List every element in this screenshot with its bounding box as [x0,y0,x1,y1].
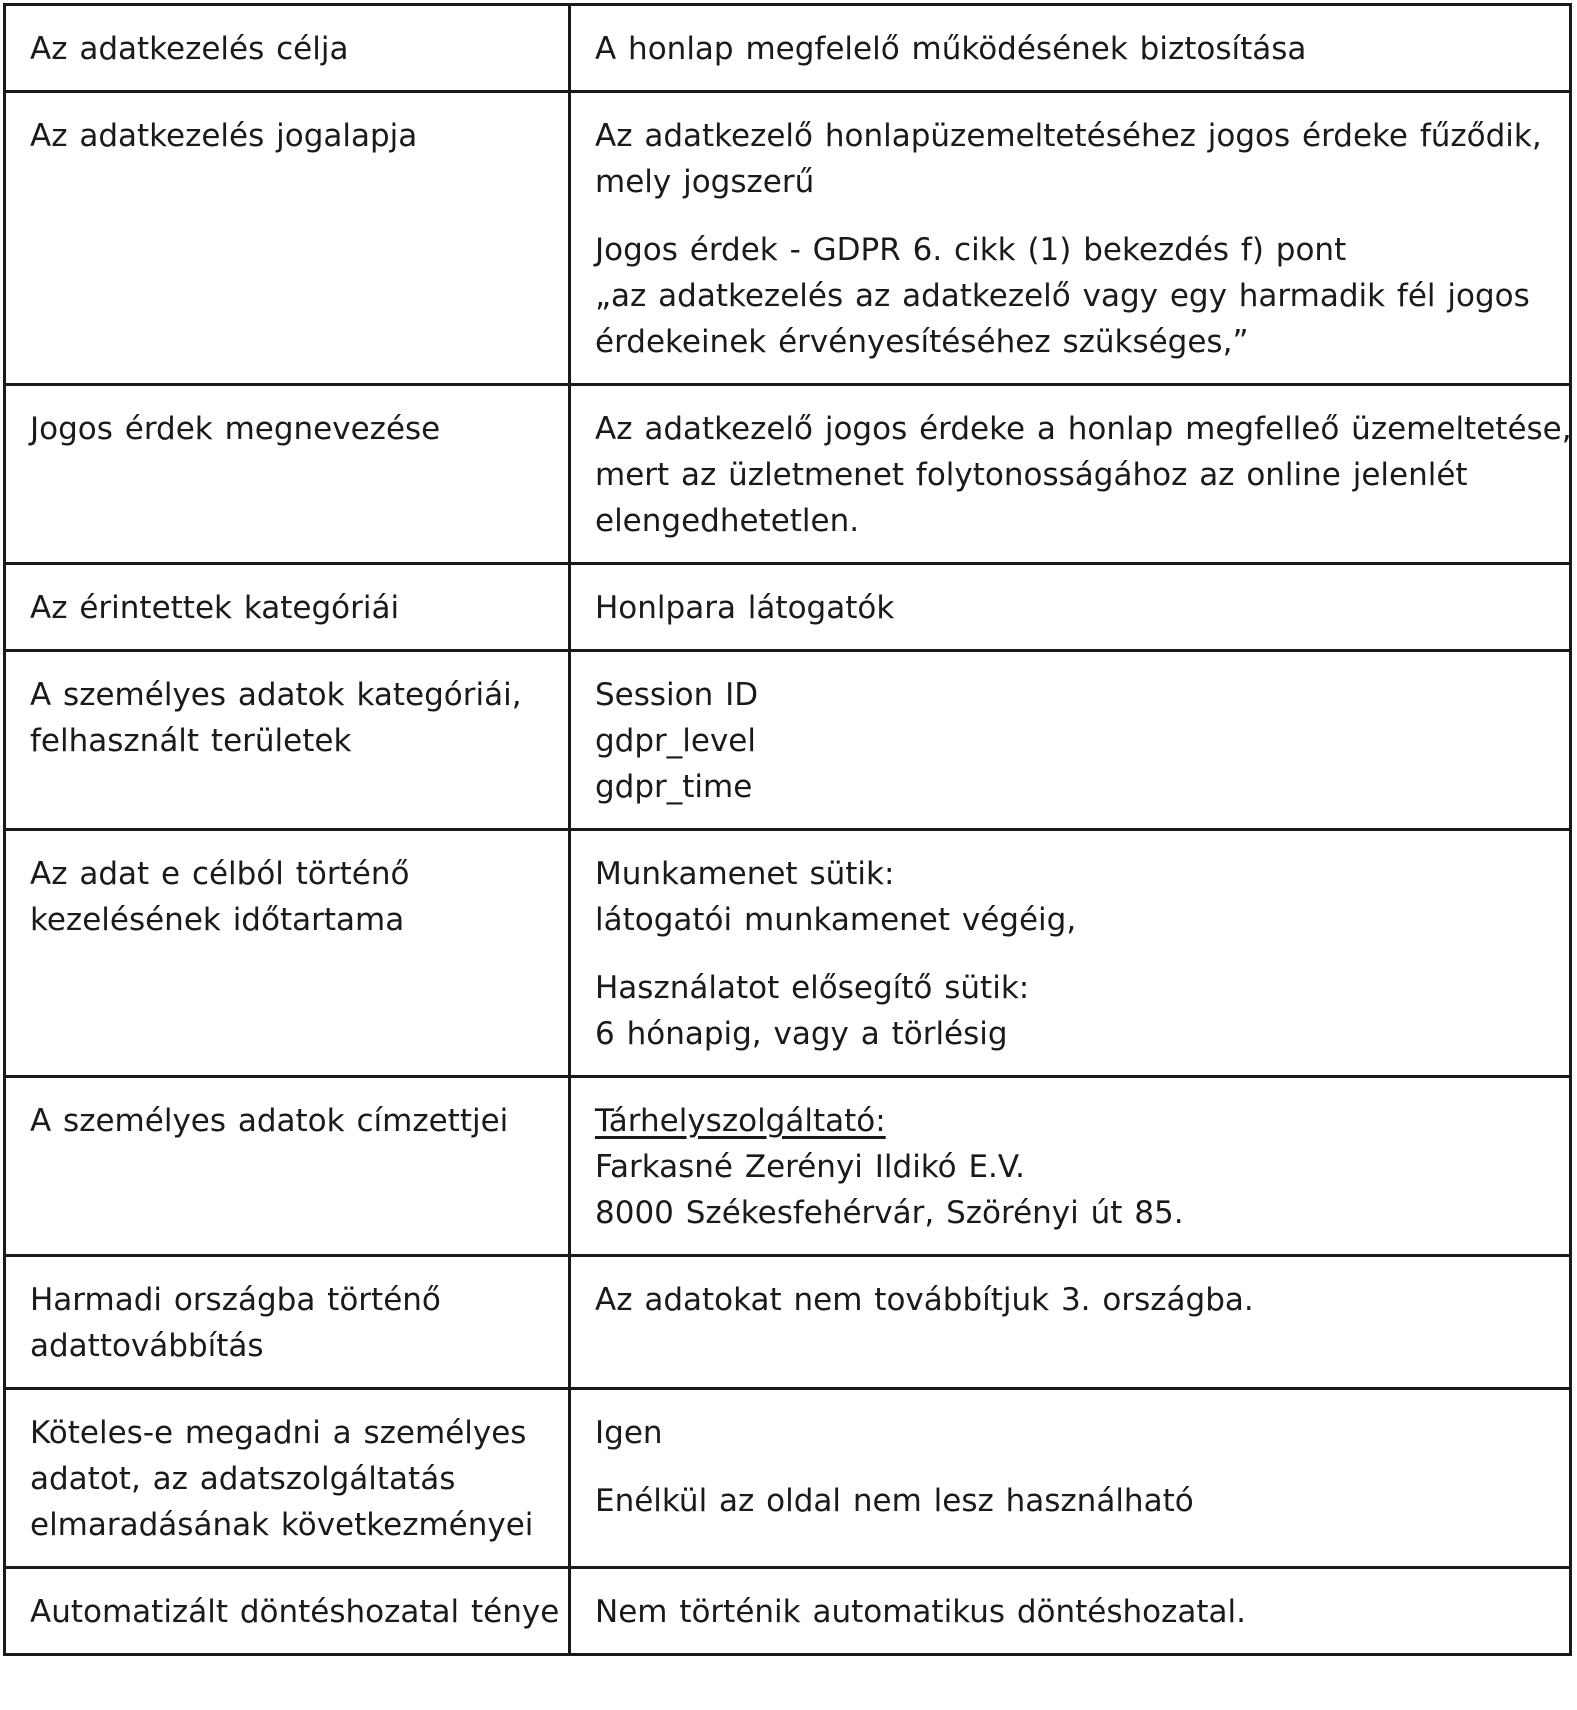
value-paragraph [595,585,1545,631]
row-value-cell [570,1568,1571,1655]
value-line: „az adatkezelés az adatkezelő vagy egy harmadik fél jogos [595,278,1530,314]
row-label-line: A személyes adatok kategóriái, [30,677,522,713]
row-label-line: Az adatkezelés jogalapja [30,118,418,154]
row-label-cell [5,5,570,92]
table-row [5,1389,1571,1568]
value-line: Session ID [595,677,759,713]
value-paragraph [595,1410,1545,1456]
value-paragraph [595,406,1572,544]
value-paragraph [595,672,1545,810]
row-label-cell [5,651,570,830]
value-line: elengedhetetlen. [595,503,860,539]
value-line: gdpr_time [595,769,753,805]
row-label-line: felhasznált területek [30,723,352,759]
value-line: Jogos érdek - GDPR 6. cikk (1) bekezdés f) pont [595,232,1347,268]
table-row [5,651,1571,830]
provider-heading: Tárhelyszolgáltató: [595,1103,886,1139]
table-body [5,5,1571,1655]
row-label-line: Automatizált döntéshozatal ténye [30,1594,560,1630]
value-line: mely jogszerű [595,164,815,200]
row-label-cell [5,1568,570,1655]
row-label-line: Harmadi országba történő [30,1282,441,1318]
table-row [5,564,1571,651]
value-line: látogatói munkamenet végéig, [595,902,1077,938]
value-paragraph [595,851,1545,943]
row-label-cell [5,1256,570,1389]
row-value-cell [570,385,1571,564]
value-line: Nem történik automatikus döntéshozatal. [595,1594,1247,1630]
value-line: Igen [595,1415,663,1451]
table-row [5,385,1571,564]
value-line: 6 hónapig, vagy a törlésig [595,1016,1008,1052]
row-label-line: adatot, az adatszolgáltatás [30,1461,456,1497]
row-label-line: kezelésének időtartama [30,902,405,938]
row-label-line: A személyes adatok címzettjei [30,1103,509,1139]
value-paragraph [595,1277,1545,1323]
row-label-cell [5,385,570,564]
value-line: Az adatkezelő honlapüzemeltetéséhez jogos érdeke fűződik, [595,118,1542,154]
row-label-cell [5,830,570,1077]
row-label-cell [5,1077,570,1256]
row-value-cell [570,830,1571,1077]
row-label-cell [5,92,570,385]
row-label-line: elmaradásának következményei [30,1507,534,1543]
value-paragraph [595,1098,1545,1236]
value-line: Munkamenet sütik: [595,856,895,892]
table-row [5,92,1571,385]
value-paragraph [595,965,1545,1057]
row-label-line: Köteles-e megadni a személyes [30,1415,527,1451]
table-row [5,1568,1571,1655]
table-row [5,5,1571,92]
value-line: Honlpara látogatók [595,590,895,626]
row-value-cell [570,1389,1571,1568]
row-label-line: Az adat e célból történő [30,856,410,892]
row-label-line: Jogos érdek megnevezése [30,411,441,447]
row-value-cell [570,92,1571,385]
value-line: Használatot elősegítő sütik: [595,970,1030,1006]
row-value-cell [570,5,1571,92]
value-paragraph [595,1589,1545,1635]
value-line: Enélkül az oldal nem lesz használható [595,1483,1194,1519]
value-line: Az adatkezelő jogos érdeke a honlap megfelleő üzemeltetése, [595,411,1572,447]
table-row [5,1256,1571,1389]
row-value-cell [570,1256,1571,1389]
value-line: A honlap megfelelő működésének biztosítása [595,31,1307,67]
value-line: Az adatokat nem továbbítjuk 3. országba. [595,1282,1254,1318]
table-row [5,1077,1571,1256]
value-paragraph [595,26,1545,72]
value-line: mert az üzletmenet folytonosságához az online jelenlét [595,457,1468,493]
row-label-cell [5,1389,570,1568]
value-line: gdpr_level [595,723,756,759]
row-label-line: Az érintettek kategóriái [30,590,400,626]
value-line: 8000 Székesfehérvár, Szörényi út 85. [595,1195,1184,1231]
row-label-line: Az adatkezelés célja [30,31,349,67]
value-paragraph [595,1478,1545,1524]
value-paragraph [595,113,1545,205]
data-processing-table [3,3,1572,1656]
row-label-cell [5,564,570,651]
row-value-cell [570,564,1571,651]
value-paragraph [595,227,1545,365]
row-value-cell [570,651,1571,830]
value-line: érdekeinek érvényesítéséhez szükséges,” [595,324,1249,360]
row-label-line: adattovábbítás [30,1328,264,1364]
row-value-cell [570,1077,1571,1256]
table-row [5,830,1571,1077]
value-line: Farkasné Zerényi Ildikó E.V. [595,1149,1025,1185]
